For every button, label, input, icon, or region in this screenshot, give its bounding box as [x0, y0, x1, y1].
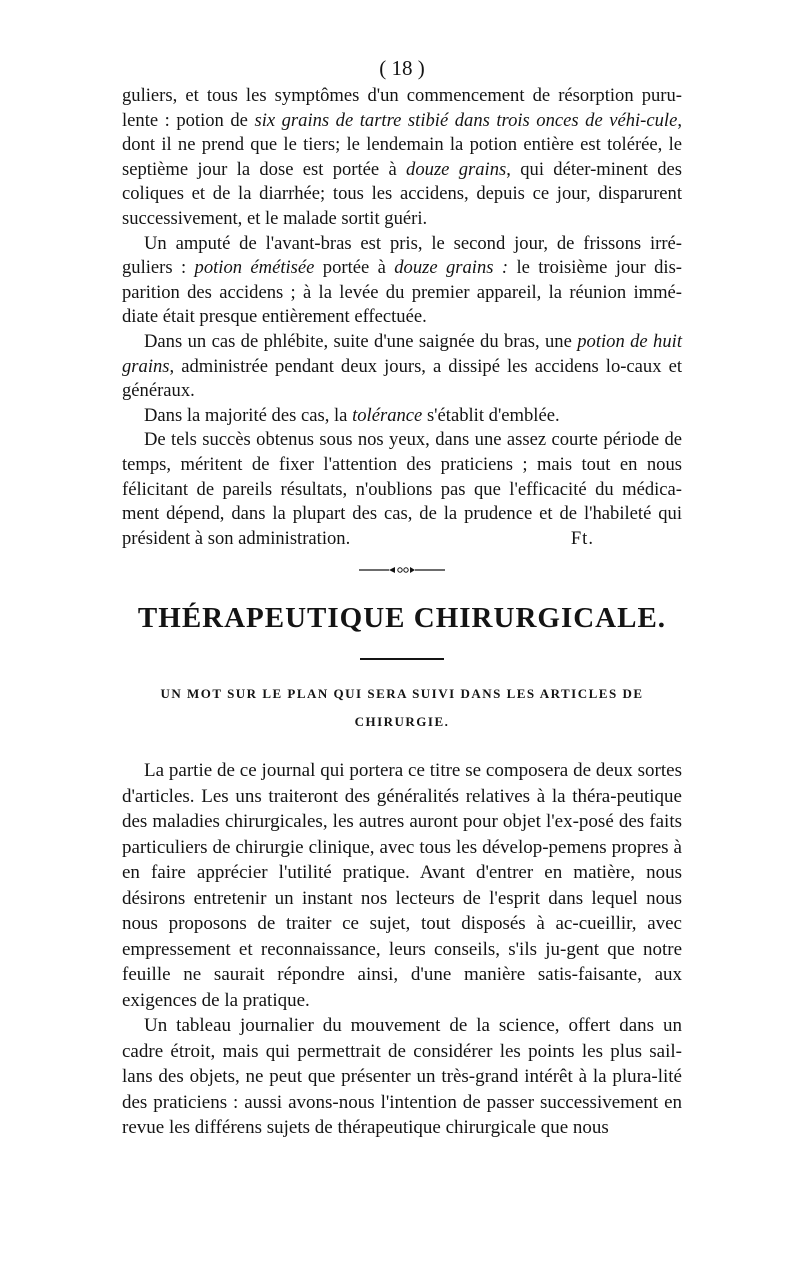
italic-run: douze grains [406, 158, 507, 180]
italic-run: six grains de tartre stibié dans trois onces de véhi-cule [254, 109, 678, 131]
page-number: ( 18 ) [379, 56, 425, 80]
section-title: THÉRAPEUTIQUE CHIRURGICALE. [137, 602, 667, 635]
italic-run: potion émétisée [194, 257, 315, 279]
paragraph-case-3 [122, 330, 682, 404]
text-run: De tels succès obtenus sous nos yeux, dans une assez courte période de temps, méritent de fixer l'attention des praticiens ; mais tout en nous félicitant de pareils résultats, n'oublions pas que l'efficacité du médica-ment dépend, dans la plupart des cas, de la prudence et de l'habileté qui président à son administration. [122, 429, 682, 549]
italic-run: douze grains : [394, 257, 509, 279]
text-run: guliers, et tous les symptômes d'un commencement de résorption puru-lente : potion de [122, 85, 682, 131]
text-run: s'établit d'emblée. [422, 404, 560, 426]
text-run: portée à [314, 257, 395, 279]
paragraph-plan-2: Un tableau journalier du mouvement de la science, offert dans un cadre étroit, mais qui permettrait de considérer les points les plus sail-lans des objets, ne peut que présenter un très-grand intérêt à la plura-lité des praticiens : aussi avons-nous l'intention de passer successivement en revue les différens sujets de thérapeutique chirurgicale que nous [122, 1015, 682, 1139]
text-run: Dans la majorité des cas, la [144, 404, 353, 426]
text-run: , dont il ne prend que le tiers; le lendemain la potion entière est tolérée, le septième jour la dose est portée à [122, 109, 682, 180]
page [122, 56, 682, 1141]
ornament-icon [357, 565, 447, 575]
italic-run: potion de huit grains [122, 330, 682, 377]
text-run: , administrée pendant deux jours, a dissipé les accidens lo-caux et généraux. [122, 355, 682, 402]
paragraph-plan-1: La partie de ce journal qui portera ce titre se composera de deux sortes d'articles. Les uns traiteront des généralités relatives à la théra-peutique des maladies chirurgicales, les autres auront pour objet l'ex-posé des faits particuliers de chirurgie clinique, avec tous les dévelop-pemens propres à en faire apprécier l'utilité pratique. Avant d'entrer en matière, nous désirons entretenir un instant nos lecteurs de l'esprit dans lequel nous nous proposons de traiter ce sujet, tout disposés à ac-cueillir, avec empressement et reconnaissance, leurs conseils, s'ils ju-gent que notre feuille ne saurait répondre ainsi, d'une manière satis-faisante, aux exigences de la pratique. [122, 760, 682, 1011]
ornament-divider [122, 565, 682, 578]
text-run: , qui déter-minent des coliques et de la diarrhée; tous les accidens, depuis ce jour, disparurent successivement, et le malade sortit guéri. [122, 158, 682, 229]
paragraph-case-1 [122, 84, 682, 232]
italic-run: tolérance [352, 404, 423, 426]
section-surgical-therapeutics [122, 758, 682, 1141]
text-run: le troisième jour dis-parition des accidens ; à la levée du premier appareil, la réunion immé-diate était presque entièrement effectuée. [122, 257, 682, 328]
author-signature: Ft. [570, 527, 594, 549]
paragraph-conclusion [122, 428, 682, 551]
section-subtitle-line-2: CHIRURGIE. [354, 714, 450, 730]
title-rule [360, 658, 444, 660]
text-run: Un amputé de l'avant-bras est pris, le second jour, de frissons irré-guliers : [122, 232, 682, 279]
paragraph-case-2 [122, 232, 682, 330]
text-run: Dans un cas de phlébite, suite d'une saignée du bras, une [144, 330, 578, 352]
section-antimony-cases [122, 84, 682, 551]
paragraph-tolerance [122, 404, 682, 429]
section-subtitle-line-1: UN MOT SUR LE PLAN QUI SERA SUIVI DANS LES ARTICLES DE [160, 686, 644, 702]
